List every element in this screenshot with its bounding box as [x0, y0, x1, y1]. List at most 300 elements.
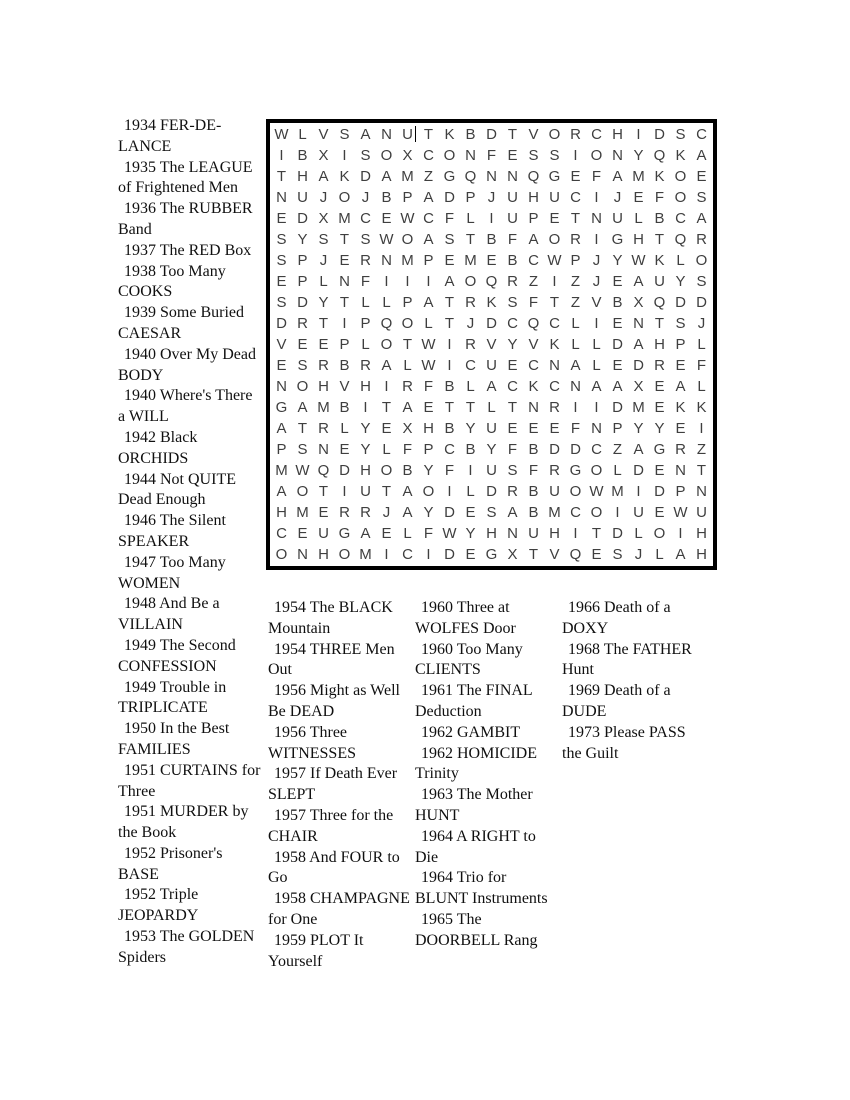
grid-letter: O [674, 189, 687, 206]
grid-letter: E [591, 546, 602, 563]
grid-letter: S [297, 357, 308, 374]
grid-letter: B [444, 420, 455, 437]
grid-letter: C [549, 378, 560, 395]
grid-letter: E [339, 441, 350, 458]
grid-letter: F [507, 231, 518, 248]
grid-letter: R [297, 315, 308, 332]
grid-letter: U [486, 357, 497, 374]
grid-letter: O [464, 273, 477, 290]
grid-letter: J [613, 189, 622, 206]
clue-item: 1964 A RIGHT to Die [415, 827, 536, 866]
grid-letter: V [318, 126, 329, 143]
grid-letter: E [507, 357, 518, 374]
grid-letter: M [464, 252, 477, 269]
grid-letter: J [319, 189, 328, 206]
grid-row [271, 481, 712, 502]
grid-letter: Y [507, 336, 518, 353]
grid-letter: F [402, 441, 413, 458]
grid-letter: T [444, 294, 455, 311]
grid-letter: I [447, 483, 452, 500]
grid-letter: P [675, 483, 686, 500]
clue-item: 1942 Black ORCHIDS [118, 428, 198, 467]
grid-letter: C [444, 441, 455, 458]
grid-letter: E [633, 189, 644, 206]
grid-letter: C [570, 504, 581, 521]
grid-letter: A [360, 126, 371, 143]
grid-letter: C [591, 126, 602, 143]
grid-letter: E [465, 504, 476, 521]
grid-letter: L [424, 315, 433, 332]
grid-letter: U [654, 273, 665, 290]
grid-letter: I [678, 525, 683, 542]
grid-letter: G [443, 168, 456, 185]
grid-letter: U [297, 189, 308, 206]
grid-letter: I [447, 357, 452, 374]
grid-letter: W [421, 357, 436, 374]
grid-letter: A [402, 504, 413, 521]
grid-letter: L [571, 336, 580, 353]
grid-letter: B [339, 357, 350, 374]
grid-letter: T [465, 399, 476, 416]
grid-letter: S [549, 147, 560, 164]
clue-item: 1954 THREE Men Out [268, 640, 395, 679]
grid-letter: P [612, 420, 623, 437]
word-search-grid[interactable] [266, 119, 717, 570]
grid-letter: V [276, 336, 287, 353]
grid-letter: O [296, 378, 309, 395]
grid-letter: A [633, 441, 644, 458]
grid-letter: G [611, 231, 624, 248]
grid-letter: L [403, 525, 412, 542]
grid-letter: E [696, 168, 707, 185]
grid-letter: P [297, 273, 308, 290]
grid-letter: R [654, 357, 665, 374]
grid-letter: D [444, 546, 455, 563]
grid-letter: W [631, 252, 646, 269]
clue-item: 1962 GAMBIT [421, 723, 521, 741]
grid-letter: A [402, 483, 413, 500]
grid-letter: S [675, 126, 686, 143]
clue-list-column-3 [415, 598, 565, 952]
grid-letter: T [465, 231, 476, 248]
grid-letter: E [444, 252, 455, 269]
grid-row [271, 145, 712, 166]
grid-letter: C [507, 378, 518, 395]
grid-letter: I [384, 546, 389, 563]
grid-letter: N [528, 399, 539, 416]
grid-letter: F [528, 294, 539, 311]
grid-letter: F [360, 273, 371, 290]
grid-letter: D [297, 210, 308, 227]
grid-letter: W [589, 483, 604, 500]
grid-row [271, 166, 712, 187]
grid-letter: I [384, 378, 389, 395]
grid-letter: W [295, 462, 310, 479]
grid-letter: E [654, 399, 665, 416]
grid-letter: O [590, 504, 603, 521]
grid-letter: A [423, 294, 434, 311]
grid-letter: Q [569, 546, 582, 563]
grid-letter: Z [570, 273, 581, 290]
grid-letter: E [528, 420, 539, 437]
grid-letter: W [379, 231, 394, 248]
grid-letter: B [402, 462, 413, 479]
grid-letter: O [548, 126, 561, 143]
grid-letter: F [486, 147, 497, 164]
grid-letter: F [444, 210, 455, 227]
grid-letter: T [339, 231, 350, 248]
grid-letter: S [507, 294, 518, 311]
grid-letter: M [548, 504, 561, 521]
grid-letter: B [465, 441, 476, 458]
grid-letter: W [547, 252, 562, 269]
grid-letter: L [298, 126, 307, 143]
grid-letter: Q [674, 231, 687, 248]
grid-letter: D [612, 399, 623, 416]
grid-letter: O [401, 315, 414, 332]
grid-letter: C [402, 546, 413, 563]
grid-letter: M [632, 168, 645, 185]
grid-letter: U [486, 462, 497, 479]
grid-letter: Y [297, 231, 308, 248]
grid-letter: A [444, 273, 455, 290]
grid-letter: T [591, 525, 602, 542]
clue-list-left [118, 116, 274, 969]
grid-letter: E [654, 378, 665, 395]
grid-letter: O [338, 189, 351, 206]
clue-item: 1959 PLOT It Yourself [268, 931, 364, 970]
grid-letter: O [590, 462, 603, 479]
grid-letter: A [402, 399, 413, 416]
grid-letter: D [486, 315, 497, 332]
text-cursor-caret [415, 126, 416, 142]
grid-letter: L [382, 441, 391, 458]
grid-letter: F [423, 525, 434, 542]
grid-letter: R [549, 399, 560, 416]
grid-letter: L [487, 399, 496, 416]
grid-letter: S [276, 231, 287, 248]
grid-letter: J [592, 273, 601, 290]
grid-letter: Q [653, 294, 666, 311]
grid-letter: T [276, 168, 287, 185]
grid-letter: L [571, 315, 580, 332]
grid-letter: E [507, 147, 518, 164]
grid-letter: F [591, 168, 602, 185]
grid-letter: H [696, 546, 707, 563]
grid-letter: Y [633, 147, 644, 164]
grid-letter: O [338, 546, 351, 563]
grid-letter: I [363, 399, 368, 416]
clue-item: 1956 Might as Well Be DEAD [268, 682, 400, 720]
clue-item: 1966 Death of a DOXY [562, 599, 671, 637]
grid-letter: O [569, 483, 582, 500]
grid-letter: R [402, 378, 413, 395]
grid-letter: L [592, 357, 601, 374]
grid-letter: M [275, 462, 288, 479]
grid-letter: F [654, 189, 665, 206]
grid-letter: D [612, 525, 623, 542]
grid-letter: H [612, 126, 623, 143]
grid-letter: A [276, 420, 287, 437]
grid-letter: Q [380, 315, 393, 332]
grid-letter: D [486, 483, 497, 500]
grid-letter: P [465, 189, 476, 206]
grid-letter: C [360, 210, 371, 227]
grid-letter: H [318, 546, 329, 563]
grid-letter: Y [675, 273, 686, 290]
grid-letter: I [552, 273, 557, 290]
grid-letter: W [673, 504, 688, 521]
grid-letter: H [276, 504, 287, 521]
grid-letter: X [507, 546, 518, 563]
grid-letter: T [423, 126, 434, 143]
grid-letter: L [655, 546, 664, 563]
grid-letter: N [633, 315, 644, 332]
grid-letter: A [696, 147, 707, 164]
grid-letter: G [275, 399, 288, 416]
grid-letter: K [696, 399, 707, 416]
grid-letter: C [696, 126, 707, 143]
grid-row [271, 523, 712, 544]
clue-item: 1956 Three WITNESSES [268, 723, 356, 762]
grid-letter: F [696, 357, 707, 374]
grid-row [271, 460, 712, 481]
grid-letter: D [654, 483, 665, 500]
grid-letter: I [573, 399, 578, 416]
grid-letter: Y [654, 420, 665, 437]
grid-letter: B [528, 483, 539, 500]
grid-letter: H [528, 189, 539, 206]
grid-letter: P [297, 252, 308, 269]
grid-letter: T [570, 210, 581, 227]
grid-letter: T [654, 231, 665, 248]
clue-item: 1949 The Second CONFESSION [118, 636, 236, 675]
grid-letter: Z [423, 168, 434, 185]
clue-item: 1965 The DOORBELL Rang [415, 910, 538, 949]
grid-letter: I [615, 504, 620, 521]
grid-letter: I [342, 483, 347, 500]
grid-letter: O [695, 252, 708, 269]
grid-letter: G [485, 546, 498, 563]
grid-letter: S [486, 504, 497, 521]
grid-letter: O [590, 147, 603, 164]
clue-item: 1937 The RED Box [124, 241, 252, 259]
grid-letter: E [486, 252, 497, 269]
grid-letter: L [466, 210, 475, 227]
clue-item: 1973 Please PASS the Guilt [562, 723, 686, 762]
grid-letter: R [570, 231, 581, 248]
grid-letter: A [696, 210, 707, 227]
grid-letter: E [612, 273, 623, 290]
grid-letter: T [444, 315, 455, 332]
grid-letter: H [633, 231, 644, 248]
grid-letter: O [548, 231, 561, 248]
clue-item: 1934 FER-DE- LANCE [118, 117, 222, 155]
grid-letter: B [612, 294, 623, 311]
grid-letter: P [402, 189, 413, 206]
grid-letter: C [570, 189, 581, 206]
grid-letter: L [340, 420, 349, 437]
clue-list-column-2 [268, 598, 418, 972]
grid-letter: B [465, 126, 476, 143]
grid-letter: N [465, 147, 476, 164]
grid-letter: B [654, 210, 665, 227]
grid-letter: I [594, 189, 599, 206]
grid-letter: K [675, 399, 686, 416]
grid-letter: I [405, 273, 410, 290]
grid-letter: Y [612, 252, 623, 269]
grid-letter: I [594, 315, 599, 332]
grid-letter: S [612, 546, 623, 563]
grid-letter: T [381, 399, 392, 416]
grid-letter: X [402, 147, 413, 164]
grid-letter: K [339, 168, 350, 185]
grid-letter: Q [485, 273, 498, 290]
clue-item: 1960 Too Many CLIENTS [415, 640, 523, 679]
grid-letter: G [548, 168, 561, 185]
grid-letter: D [339, 462, 350, 479]
grid-letter: O [443, 147, 456, 164]
grid-letter: X [633, 294, 644, 311]
grid-letter: R [360, 252, 371, 269]
grid-letter: F [423, 378, 434, 395]
grid-letter: V [339, 378, 350, 395]
grid-letter: T [318, 315, 329, 332]
grid-row [271, 271, 712, 292]
grid-letter: Q [317, 462, 330, 479]
grid-letter: Q [653, 147, 666, 164]
grid-letter: E [675, 357, 686, 374]
grid-letter: I [573, 147, 578, 164]
grid-letter: Z [696, 441, 707, 458]
grid-letter: A [381, 168, 392, 185]
clue-item: 1952 Prisoner's BASE [118, 844, 223, 883]
grid-letter: M [296, 504, 309, 521]
grid-letter: B [528, 504, 539, 521]
grid-letter: O [422, 483, 435, 500]
clue-item: 1951 CURTAINS for Three [118, 761, 261, 800]
grid-letter: R [360, 357, 371, 374]
grid-letter: A [612, 168, 623, 185]
grid-row [271, 544, 712, 565]
grid-letter: C [276, 525, 287, 542]
grid-letter: F [507, 441, 518, 458]
grid-letter: S [696, 189, 707, 206]
grid-row [271, 418, 712, 439]
grid-letter: T [549, 294, 560, 311]
grid-letter: D [486, 126, 497, 143]
grid-letter: T [528, 546, 539, 563]
grid-letter: E [654, 462, 665, 479]
grid-letter: I [279, 147, 284, 164]
grid-letter: T [507, 126, 518, 143]
grid-letter: R [318, 420, 329, 437]
grid-letter: A [360, 525, 371, 542]
grid-letter: Y [423, 504, 434, 521]
clue-item: 1940 Where's There a WILL [118, 387, 253, 426]
grid-letter: E [318, 504, 329, 521]
grid-letter: O [401, 231, 414, 248]
grid-letter: D [612, 336, 623, 353]
grid-letter: P [339, 336, 350, 353]
grid-letter: E [549, 210, 560, 227]
clue-item: 1952 Triple JEOPARDY [118, 886, 199, 925]
clue-item: 1964 Trio for BLUNT Instruments [415, 869, 548, 908]
grid-letter: F [570, 420, 581, 437]
grid-letter: A [570, 357, 581, 374]
grid-letter: S [339, 126, 350, 143]
grid-letter: R [507, 273, 518, 290]
grid-letter: S [528, 147, 539, 164]
grid-letter: S [318, 231, 329, 248]
grid-letter: R [339, 504, 350, 521]
clue-item: 1962 HOMICIDE Trinity [415, 744, 537, 783]
clue-item: 1939 Some Buried CAESAR [118, 304, 244, 342]
grid-letter: Q [527, 168, 540, 185]
clue-item: 1948 And Be a VILLAIN [118, 595, 220, 634]
grid-row [271, 229, 712, 250]
grid-letter: O [380, 147, 393, 164]
grid-letter: M [611, 483, 624, 500]
grid-letter: N [297, 546, 308, 563]
clue-item: 1950 In the Best FAMILIES [118, 720, 230, 758]
grid-letter: L [676, 252, 685, 269]
grid-letter: Y [486, 441, 497, 458]
grid-letter: H [423, 420, 434, 437]
clue-item: 1954 The BLACK Mountain [268, 599, 393, 637]
grid-letter: Y [633, 420, 644, 437]
grid-letter: S [507, 462, 518, 479]
grid-letter: A [423, 231, 434, 248]
grid-letter: O [380, 336, 393, 353]
grid-letter: R [507, 483, 518, 500]
grid-letter: B [444, 378, 455, 395]
grid-letter: A [591, 378, 602, 395]
grid-letter: Q [464, 168, 477, 185]
grid-letter: K [675, 147, 686, 164]
clue-item: 1936 The RUBBER Band [118, 200, 253, 238]
grid-letter: D [276, 315, 287, 332]
grid-letter: F [528, 462, 539, 479]
grid-letter: O [380, 462, 393, 479]
grid-letter: D [444, 504, 455, 521]
grid-letter: C [591, 441, 602, 458]
clue-item: 1940 Over My Dead BODY [118, 345, 256, 384]
grid-letter: P [360, 315, 371, 332]
grid-letter: E [297, 525, 308, 542]
grid-letter: L [466, 378, 475, 395]
grid-letter: J [382, 504, 391, 521]
grid-letter: M [401, 168, 414, 185]
grid-letter: D [549, 441, 560, 458]
grid-letter: N [591, 420, 602, 437]
grid-letter: A [486, 378, 497, 395]
grid-letter: Z [570, 294, 581, 311]
grid-letter: E [549, 420, 560, 437]
grid-letter: C [423, 210, 434, 227]
grid-letter: J [634, 546, 643, 563]
grid-letter: X [402, 420, 413, 437]
clue-item: 1958 And FOUR to Go [268, 848, 400, 887]
grid-letter: W [274, 126, 289, 143]
grid-letter: R [675, 441, 686, 458]
grid-letter: E [381, 210, 392, 227]
grid-letter: H [654, 336, 665, 353]
grid-letter: P [423, 252, 434, 269]
grid-letter: I [699, 420, 704, 437]
grid-letter: X [318, 210, 329, 227]
grid-letter: M [401, 252, 414, 269]
